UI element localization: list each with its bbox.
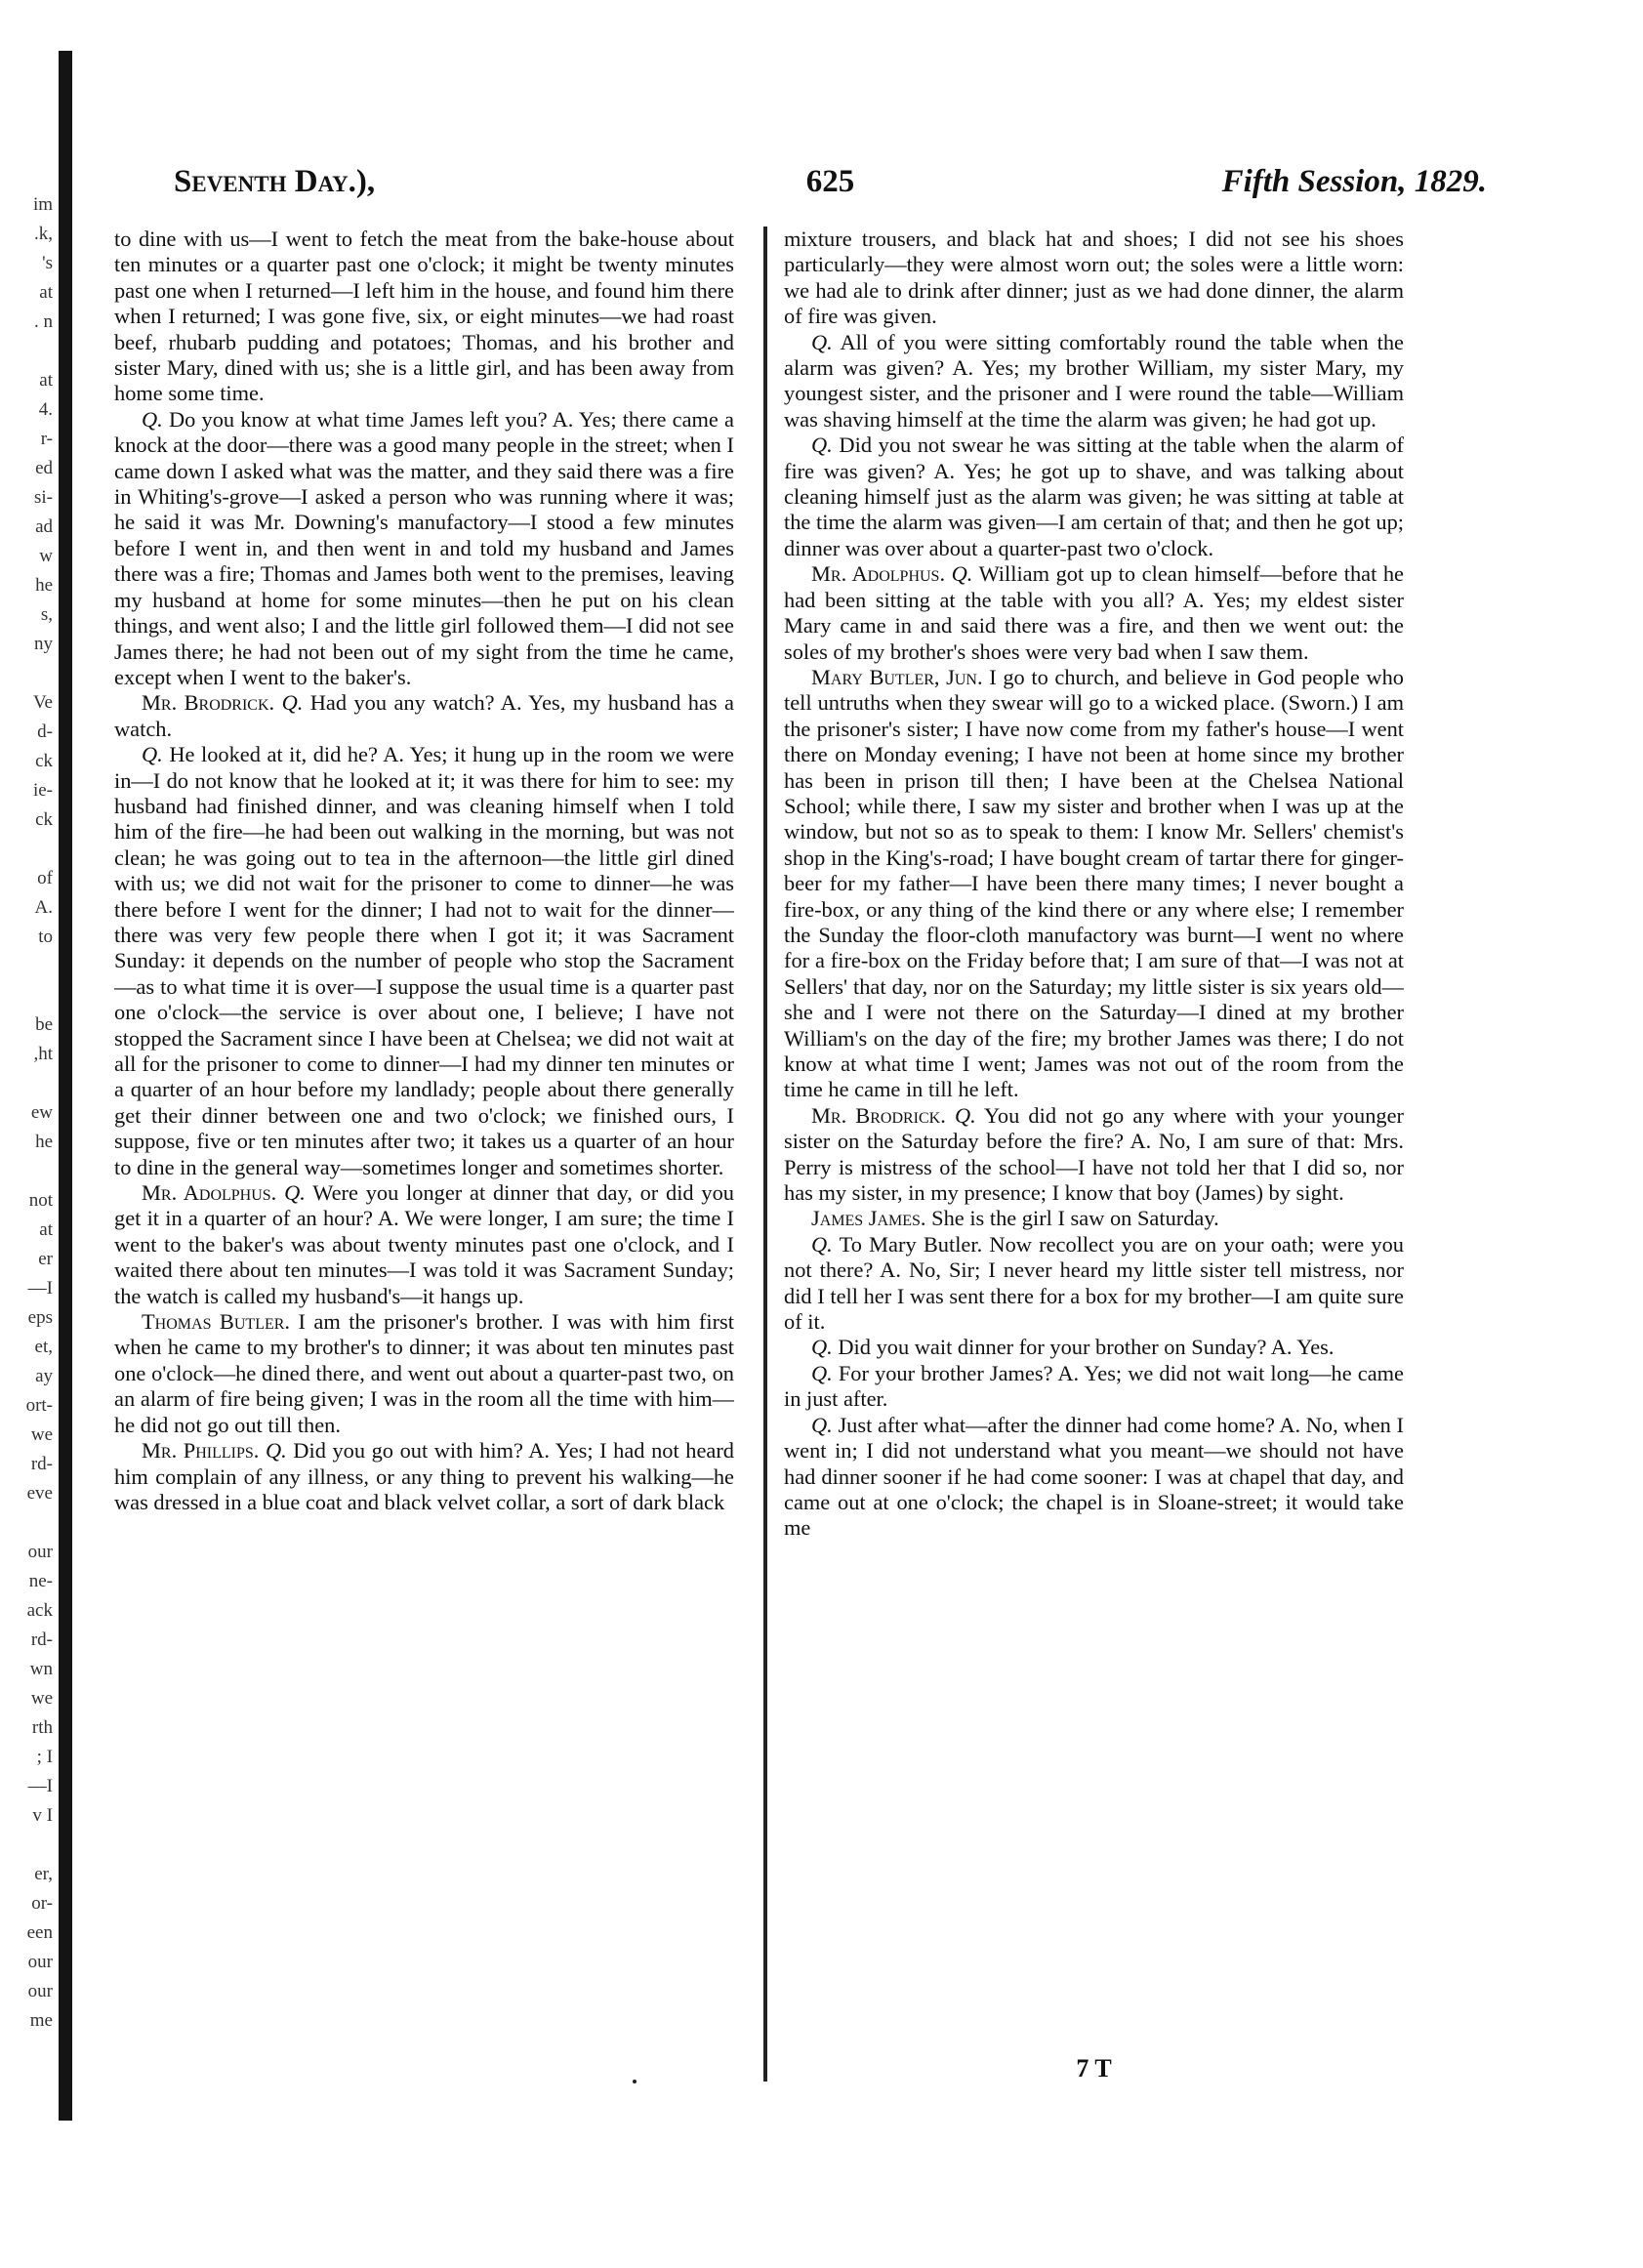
margin-fragment: our — [27, 1542, 53, 1562]
margin-fragment: im — [32, 194, 53, 215]
testimony-paragraph — [784, 561, 1404, 665]
question-marker: Q. — [142, 406, 163, 432]
margin-fragment: ck — [35, 809, 53, 830]
margin-fragment — [0, 659, 57, 688]
footer-dot — [633, 2080, 637, 2083]
margin-fragment: . n — [34, 311, 53, 332]
testimony-paragraph — [114, 742, 734, 1180]
margin-fragment: ay — [35, 1366, 53, 1386]
margin-fragment — [0, 1831, 57, 1860]
margin-fragment: eve — [26, 1483, 53, 1504]
paragraph-text: Do you know at what time James left you? A. Yes; there came a knock at the door—there was a good many people in the street; when I came down I asked what was the matter, and they said there was a fire in Whiting's-grove—I asked a person who was running where it was; he said it was Mr. Downing's manufactory—I stood a few minutes before I went in, and then went in and told my husband and James there was a fire; Thomas and James both went to the premises, leaving my husband at home for some minutes—then he put on his clean things, and went also; I and the little girl followed them—I did not see James there; he had not been out of my sight from the time he came, except when I went to the baker's. — [114, 406, 734, 689]
margin-fragment: —I — [27, 1776, 53, 1796]
margin-fragment: r- — [40, 429, 53, 449]
column-divider-rule — [763, 227, 767, 2082]
margin-fragment: ck — [35, 751, 53, 771]
testimony-paragraph — [114, 690, 734, 742]
footer-signature-mark: 7 T — [1076, 2054, 1112, 2082]
margin-fragment: Ve — [32, 692, 53, 713]
paragraph-text: You did not go any where with your younger sister on the Saturday before the fire? A. No, I am sure of that: Mrs. Perry is mistress of the school—I have not told her that I did so, nor has my sister, in my presence; I know that boy (James) by sight. — [784, 1102, 1404, 1206]
margin-fragment: ny — [34, 634, 53, 654]
margin-fragment: —I — [27, 1278, 53, 1299]
paragraph-text: Did you wait dinner for your brother on Sunday? A. Yes. — [838, 1335, 1335, 1360]
margin-fragment: ort- — [25, 1395, 53, 1416]
margin-fragment: ed — [35, 458, 53, 478]
margin-fragment: et, — [34, 1337, 53, 1357]
question-marker: Q. — [951, 561, 973, 587]
speaker-name: Mr. Adolphus. — [811, 561, 946, 587]
speaker-name: Mary Butler, Jun. — [811, 664, 983, 689]
margin-fragment: er, — [34, 1864, 53, 1884]
margin-fragment: A. — [34, 897, 53, 918]
margin-fragment: 4. — [38, 399, 53, 420]
margin-fragment: .k, — [34, 224, 53, 244]
margin-fragment: ew — [30, 1102, 53, 1123]
margin-fragment: at — [39, 1219, 53, 1240]
margin-fragment: be — [35, 1014, 53, 1035]
testimony-paragraph — [784, 1413, 1404, 1542]
margin-fragment: ; I — [36, 1747, 53, 1767]
margin-fragment: ad — [35, 516, 53, 537]
paragraph-text: Had you any watch? A. Yes, my husband has a watch. — [114, 690, 734, 741]
question-marker: Q. — [811, 1412, 833, 1437]
right-text-column — [784, 227, 1404, 2023]
question-marker: Q. — [811, 433, 833, 458]
paragraph-text: He looked at it, did he? A. Yes; it hung up in the room we were in—I do not know that he looked at it; it was there for him to see: my husband had finished dinner, and was cleaning himself when I told him of the fire—he had been out walking in the morning, but was not clean; he was going out to tea in the afternoon—the little girl dined with us; we did not wait for the prisoner to come to dinner—he was there before I went for the dinner; I had not to wait for the dinner—there was very few people there when I got it; it was Sacrament Sunday: it depends on the number of people who stop the Sacrament—as to what time it is over—I suppose the usual time is a quarter past one o'clock—the service is over about one, I believe; I have not stopped the Sacrament since I have been at Chelsea; we did not wait at all for the prisoner to come to dinner—I had my dinner ten minutes or a quarter of an hour before my landlady; people about there generally get their dinner between one and two o'clock; we finished ours, I suppose, five or ten minutes after two; it takes us a quarter of an hour to dine in the general way—sometimes longer and sometimes shorter. — [114, 742, 734, 1179]
paragraph-text: Did you not swear he was sitting at the table when the alarm of fire was given? A. Yes; he got up to shave, and was talking about cleaning himself just as the alarm was given; he was sitting at table at the time the alarm was given—I am certain of that; and then he got up; dinner was over about a quarter-past two o'clock. — [784, 433, 1404, 560]
question-marker: Q. — [265, 1438, 287, 1464]
testimony-paragraph — [114, 407, 734, 690]
paragraph-text: She is the girl I saw on Saturday. — [931, 1206, 1219, 1231]
paragraph-text: mixture trousers, and black hat and shoes; I did not see his shoes particularly—they were almost worn out; the soles were a little worn: we had ale to drink after dinner; just as we had done dinner, the alarm of fire was given. — [784, 227, 1404, 329]
margin-fragment — [0, 952, 57, 981]
speaker-name: Mr. Phillips. — [142, 1438, 260, 1464]
margin-fragment — [0, 981, 57, 1010]
margin-fragment: of — [37, 868, 53, 888]
testimony-paragraph — [784, 433, 1404, 561]
testimony-paragraph — [114, 1180, 734, 1309]
page-number: 625 — [805, 164, 855, 199]
margin-fragment: s, — [40, 604, 53, 625]
margin-fragment: he — [35, 575, 53, 596]
margin-fragment: me — [29, 2010, 53, 2031]
speaker-name: James James. — [811, 1206, 926, 1231]
margin-fragment: rd- — [30, 1629, 53, 1650]
margin-fragment: we — [30, 1688, 53, 1709]
testimony-paragraph — [784, 1335, 1404, 1360]
paragraph-text: William got up to clean himself—before that he had been sitting at the table with you all? A. Yes; my eldest sister Mary came in and said there was a fire, and then we went out: the soles of my brother's shoes were very bad when I saw them. — [784, 561, 1404, 664]
testimony-paragraph — [784, 665, 1404, 1103]
paragraph-text: to dine with us—I went to fetch the meat from the bake-house about ten minutes or a quarter past one o'clock; it might be twenty minutes past one when I returned—I left him in the house, and found him there when I returned; I was gone five, six, or eight minutes—we had roast beef, rhubarb pudding and potatoes; Thomas, and his brother and sister Mary, dined with us; she is a little girl, and has been away from home some time. — [114, 227, 734, 406]
margin-fragment: rd- — [30, 1454, 53, 1474]
margin-fragment — [0, 1508, 57, 1538]
margin-fragment — [0, 1069, 57, 1098]
paragraph-text: I go to church, and believe in God people who tell untruths when they swear will go to a wicked place. (Sworn.) I am the prisoner's sister; I have now come from my father's house—I went there on Monday evening; I have not been at home since my brother has been in prison till then; I have been at the Chelsea National School; while there, I saw my sister and brother when I was up at the window, but not so as to speak to them: I know Mr. Sellers' chemist's shop in the King's-road; I have bought cream of tartar there for ginger-beer for my father—I have been there many times; I never bought a fire-box, or any thing of the kind there or any where else; I remember the Sunday the floor-cloth manufactory was burnt—I went no where for a fire-box on the Friday before that; I am sure of that—I was not at Sellers' that day, nor on the Saturday; my little sister is six years old—she and I were not there on the Saturday—I dined at my brother William's on the day of the fire; my brother James was there; I do not know at what time I went; James was not out of the room from the time he came in till he left. — [784, 664, 1404, 1102]
margin-fragment: ,ht — [33, 1044, 53, 1064]
speaker-name: Thomas Butler. — [142, 1309, 291, 1335]
margin-fragment — [0, 1157, 57, 1186]
running-header — [174, 164, 1487, 207]
testimony-paragraph — [114, 1438, 734, 1515]
margin-fragment: he — [35, 1132, 53, 1152]
question-marker: Q. — [811, 1231, 833, 1257]
margin-fragment: ack — [26, 1600, 53, 1621]
margin-fragment: er — [38, 1249, 53, 1269]
margin-fragment: wn — [29, 1659, 53, 1679]
paragraph-text: Were you longer at dinner that day, or did you get it in a quarter of an hour? A. We were longer, I am sure; the time I went to the baker's was about twenty minutes past one o'clock, and I waited there about ten minutes—I was told it was Sacrament Sunday; the watch is called my husband's—it hangs up. — [114, 1180, 734, 1308]
paragraph-text: Did you go out with him? A. Yes; I had not heard him complain of any illness, or any thing to prevent his walking—he was dressed in a blue coat and black velvet collar, a sort of dark black — [114, 1438, 734, 1514]
speaker-name: Mr. Brodrick. — [811, 1102, 946, 1128]
facing-page-margin-bleed — [0, 190, 57, 2031]
margin-fragment: to — [38, 927, 53, 947]
header-session-label: Fifth Session, 1829. — [1221, 164, 1487, 199]
paragraph-text: Just after what—after the dinner had come home? A. No, when I went in; I did not understand what you meant—we should not have had dinner sooner if he had come sooner: I was at chapel that day, and came out at one o'clock; the chapel is in Sloane-street; it would take me — [784, 1412, 1404, 1541]
testimony-paragraph — [784, 227, 1404, 330]
testimony-paragraph — [784, 1232, 1404, 1336]
speaker-name: Mr. Adolphus. — [142, 1180, 277, 1206]
question-marker: Q. — [284, 1180, 306, 1206]
binding-spine-shadow — [59, 51, 72, 2121]
margin-fragment: at — [39, 370, 53, 391]
paragraph-text: To Mary Butler. Now recollect you are on your oath; were you not there? A. No, Sir; I never heard my little sister tell mistress, nor did I tell her I was sent there for a box for my brother—I am quite sure of it. — [784, 1231, 1404, 1335]
margin-fragment: rth — [31, 1717, 53, 1738]
question-marker: Q. — [811, 1335, 833, 1360]
testimony-paragraph — [784, 1103, 1404, 1207]
margin-fragment — [0, 337, 57, 366]
margin-fragment: ne- — [28, 1571, 53, 1591]
margin-fragment: v I — [32, 1805, 53, 1826]
margin-fragment: 's — [42, 253, 53, 273]
testimony-paragraph — [784, 1361, 1404, 1413]
margin-fragment: our — [27, 1981, 53, 2001]
margin-fragment: we — [30, 1424, 53, 1445]
margin-fragment: or- — [31, 1893, 53, 1914]
margin-fragment: si- — [34, 487, 53, 508]
margin-fragment: at — [39, 282, 53, 303]
testimony-paragraph — [784, 330, 1404, 433]
testimony-paragraph — [784, 1206, 1404, 1231]
margin-fragment: ie- — [32, 780, 53, 801]
paragraph-text: I am the prisoner's brother. I was with him first when he came to my brother's to dinner; it was about ten minutes past one o'clock—he dined there, and went out about a quarter-past two, on an alarm of fire being given; I was in the room all the time with him—he did not go out till then. — [114, 1309, 734, 1437]
question-marker: Q. — [142, 742, 163, 767]
header-day-label: Seventh Day.), — [174, 164, 376, 199]
speaker-name: Mr. Brodrick. — [142, 690, 275, 716]
testimony-paragraph — [114, 227, 734, 407]
question-marker: Q. — [954, 1102, 976, 1128]
margin-fragment: w — [39, 546, 53, 566]
paragraph-text: For your brother James? A. Yes; we did not wait long—he came in just after. — [784, 1360, 1404, 1412]
question-marker: Q. — [281, 690, 304, 716]
testimony-paragraph — [114, 1309, 734, 1438]
margin-fragment: not — [28, 1190, 53, 1211]
question-marker: Q. — [811, 1360, 833, 1385]
margin-fragment — [0, 835, 57, 864]
margin-fragment: een — [26, 1922, 53, 1943]
margin-fragment: d- — [37, 722, 53, 742]
margin-fragment: our — [27, 1952, 53, 1972]
left-text-column — [114, 227, 734, 2023]
paragraph-text: All of you were sitting comfortably round the table when the alarm was given? A. Yes; my brother William, my sister Mary, my youngest sister, and the prisoner and I were round the table—William was shaving himself at the time the alarm was given; he had got up. — [784, 329, 1404, 432]
question-marker: Q. — [811, 329, 833, 354]
margin-fragment: eps — [27, 1307, 53, 1328]
